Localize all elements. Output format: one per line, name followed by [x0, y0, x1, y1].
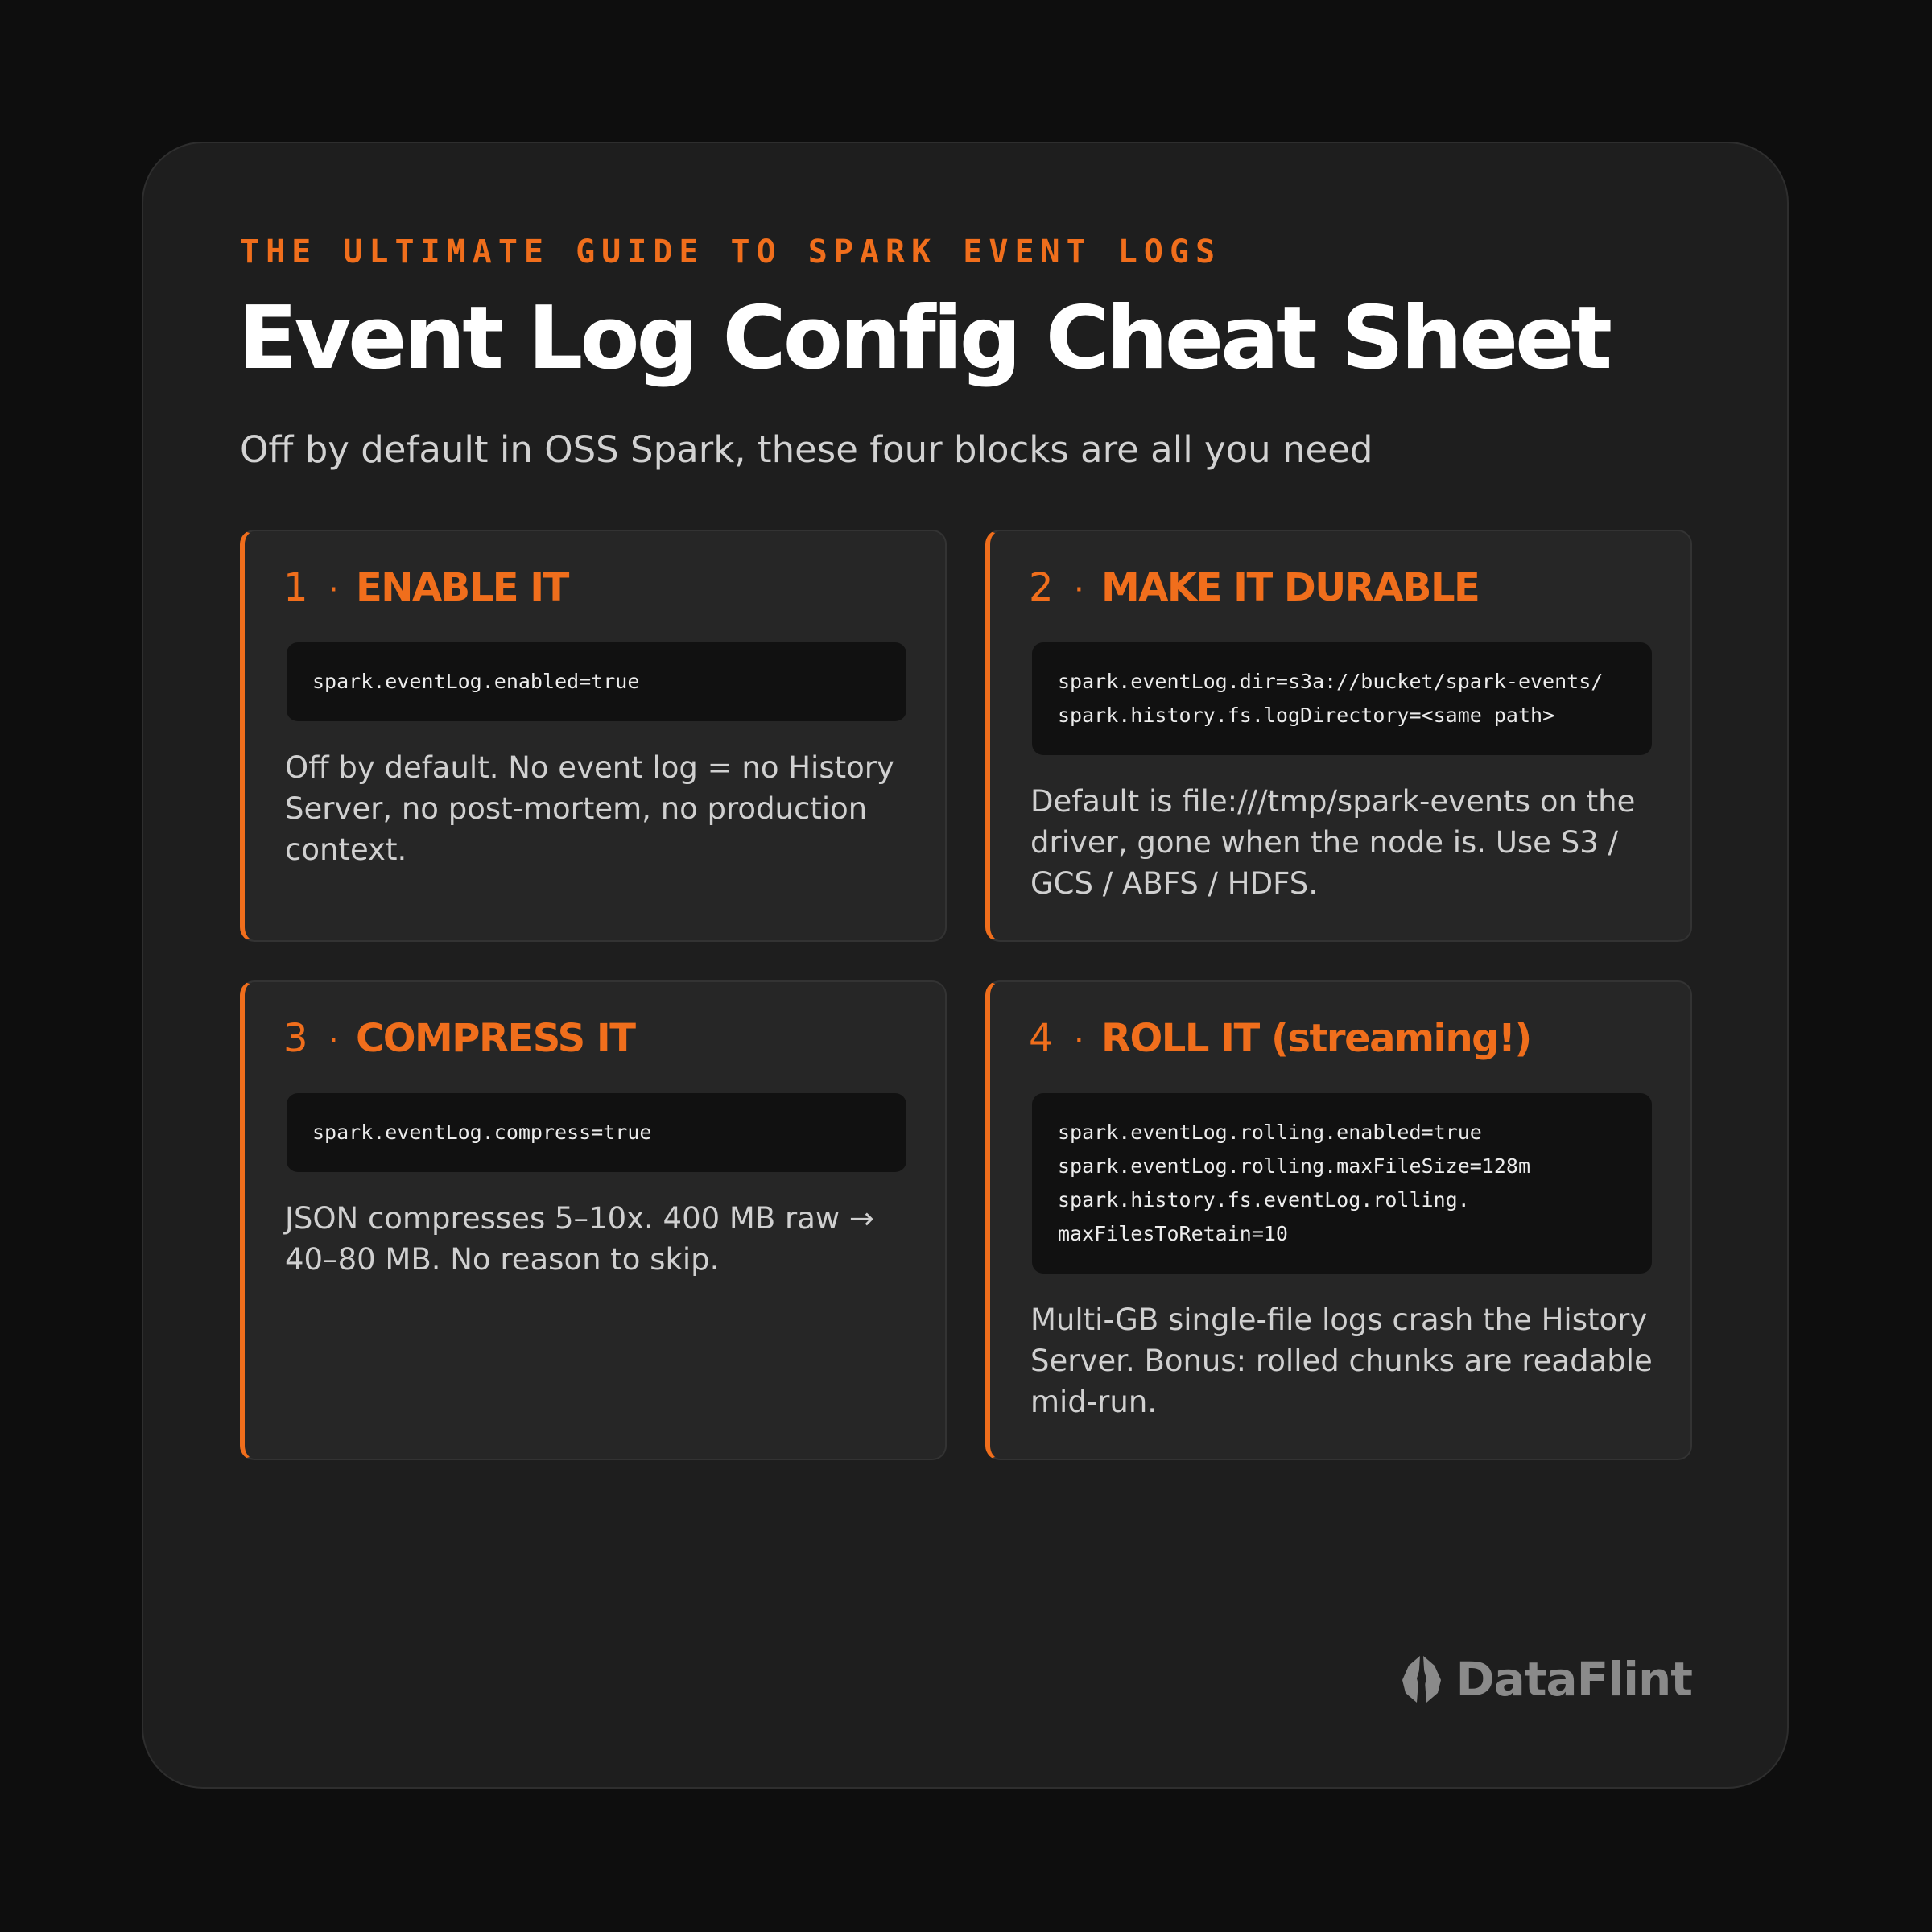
block-number: 2: [1029, 565, 1054, 610]
brand-name: DataFlint: [1455, 1652, 1692, 1707]
block-heading: [283, 1016, 635, 1061]
block-label: ROLL IT (streaming!): [1101, 1016, 1531, 1061]
block-enable-it: [240, 530, 947, 942]
block-description: Off by default. No event log = no History Server, no post-mortem, no production context.: [285, 750, 894, 867]
block-number: 1: [283, 565, 308, 610]
code-line: spark.eventLog.compress=true: [312, 1121, 652, 1144]
code-line: spark.history.fs.eventLog.rolling.: [1058, 1188, 1470, 1212]
dataflint-logo-icon: [1399, 1654, 1444, 1704]
block-label: MAKE IT DURABLE: [1101, 565, 1480, 610]
separator-dot: ·: [1074, 1022, 1084, 1059]
block-make-it-durable: [985, 530, 1692, 942]
block-heading: [283, 565, 568, 610]
block-compress-it: [240, 980, 947, 1460]
separator-dot: ·: [328, 1022, 339, 1059]
code-line: spark.eventLog.dir=s3a://bucket/spark-events/: [1058, 670, 1604, 693]
block-description: JSON compresses 5–10x. 400 MB raw → 40–80 MB. No reason to skip.: [285, 1201, 874, 1277]
code-line: spark.eventLog.rolling.maxFileSize=128m: [1058, 1154, 1530, 1178]
block-number: 3: [283, 1016, 308, 1061]
block-label: COMPRESS IT: [356, 1016, 635, 1061]
code-line: maxFilesToRetain=10: [1058, 1222, 1288, 1245]
eyebrow-heading: THE ULTIMATE GUIDE TO SPARK EVENT LOGS: [240, 233, 1222, 270]
block-heading: [1029, 1016, 1531, 1061]
code-block[interactable]: [287, 642, 906, 721]
code-line: spark.eventLog.enabled=true: [312, 670, 640, 693]
block-description: Default is file:///tmp/spark-events on the driver, gone when the node is. Use S3 / GCS / ABFS / HDFS.: [1030, 784, 1636, 901]
block-heading: [1029, 565, 1480, 610]
code-block[interactable]: [1032, 642, 1652, 755]
code-line: spark.history.fs.logDirectory=<same path>: [1058, 704, 1555, 727]
block-label: ENABLE IT: [356, 565, 568, 610]
block-number: 4: [1029, 1016, 1054, 1061]
code-block[interactable]: [1032, 1093, 1652, 1274]
separator-dot: ·: [328, 572, 339, 609]
block-roll-it: [985, 980, 1692, 1460]
brand-logo: [1399, 1652, 1692, 1707]
separator-dot: ·: [1074, 572, 1084, 609]
code-line: spark.eventLog.rolling.enabled=true: [1058, 1121, 1482, 1144]
page-subtitle: Off by default in OSS Spark, these four blocks are all you need: [240, 428, 1373, 471]
block-description: Multi-GB single-file logs crash the History Server. Bonus: rolled chunks are readable mid-run.: [1030, 1302, 1653, 1419]
code-block[interactable]: [287, 1093, 906, 1172]
page-title: Event Log Config Cheat Sheet: [238, 288, 1610, 389]
